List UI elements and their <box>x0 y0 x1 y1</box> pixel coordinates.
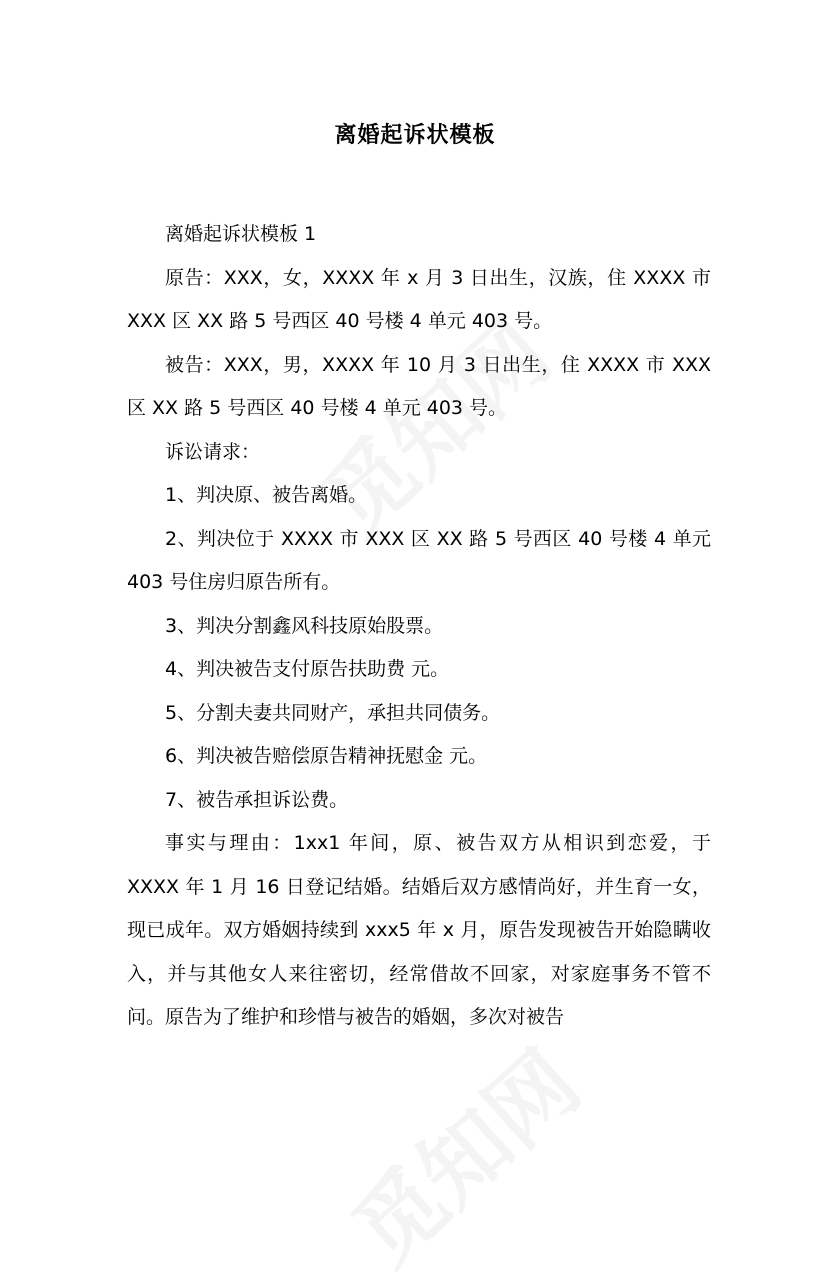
claim-item: 3、判决分割鑫风科技原始股票。 <box>165 614 444 637</box>
defendant-info: 被告：XXX，男，XXXX 年 10 月 3 日出生，住 XXXX 市 XXX 区 XX 路 5 号西区 40 号楼 4 单元 403 号。 <box>127 353 711 419</box>
claim-item: 7、被告承担诉讼费。 <box>165 788 349 811</box>
section-heading: 离婚起诉状模板 1 <box>165 223 317 245</box>
claim-item: 1、判决原、被告离婚。 <box>165 484 368 506</box>
facts-and-reasons: 事实与理由：1xx1 年间，原、被告双方从相识到恋爱，于 XXXX 年 1 月 16 日登记结婚。结婚后双方感情尚好，并生育一女，现已成年。双方婚姻持续到 xxx5 年 x 月，原告发现被告开始隐瞒收入，并与其他女人来往密切，经常借故不回家，对家庭事务不管不问。原告为了维护和珍惜与被告的婚姻，多次对被告 <box>127 832 711 1028</box>
watermark <box>322 1018 603 1288</box>
plaintiff-info: 原告：XXX，女，XXXX 年 x 月 3 日出生，汉族，住 XXXX 市 XXX 区 XX 路 5 号西区 40 号楼 4 单元 403 号。 <box>127 266 711 332</box>
claim-item: 6、判决被告赔偿原告精神抚慰金 元。 <box>165 745 488 767</box>
claim-item: 5、分割夫妻共同财产，承担共同债务。 <box>165 701 501 724</box>
document-title: 离婚起诉状模板 <box>334 123 496 148</box>
claim-item: 4、判决被告支付原告扶助费 元。 <box>165 658 450 680</box>
claim-item: 2、判决位于 XXXX 市 XXX 区 XX 路 5 号西区 40 号楼 4 单元 403 号住房归原告所有。 <box>127 527 711 593</box>
claims-heading: 诉讼请求： <box>165 440 261 463</box>
document-body <box>127 213 711 1040</box>
